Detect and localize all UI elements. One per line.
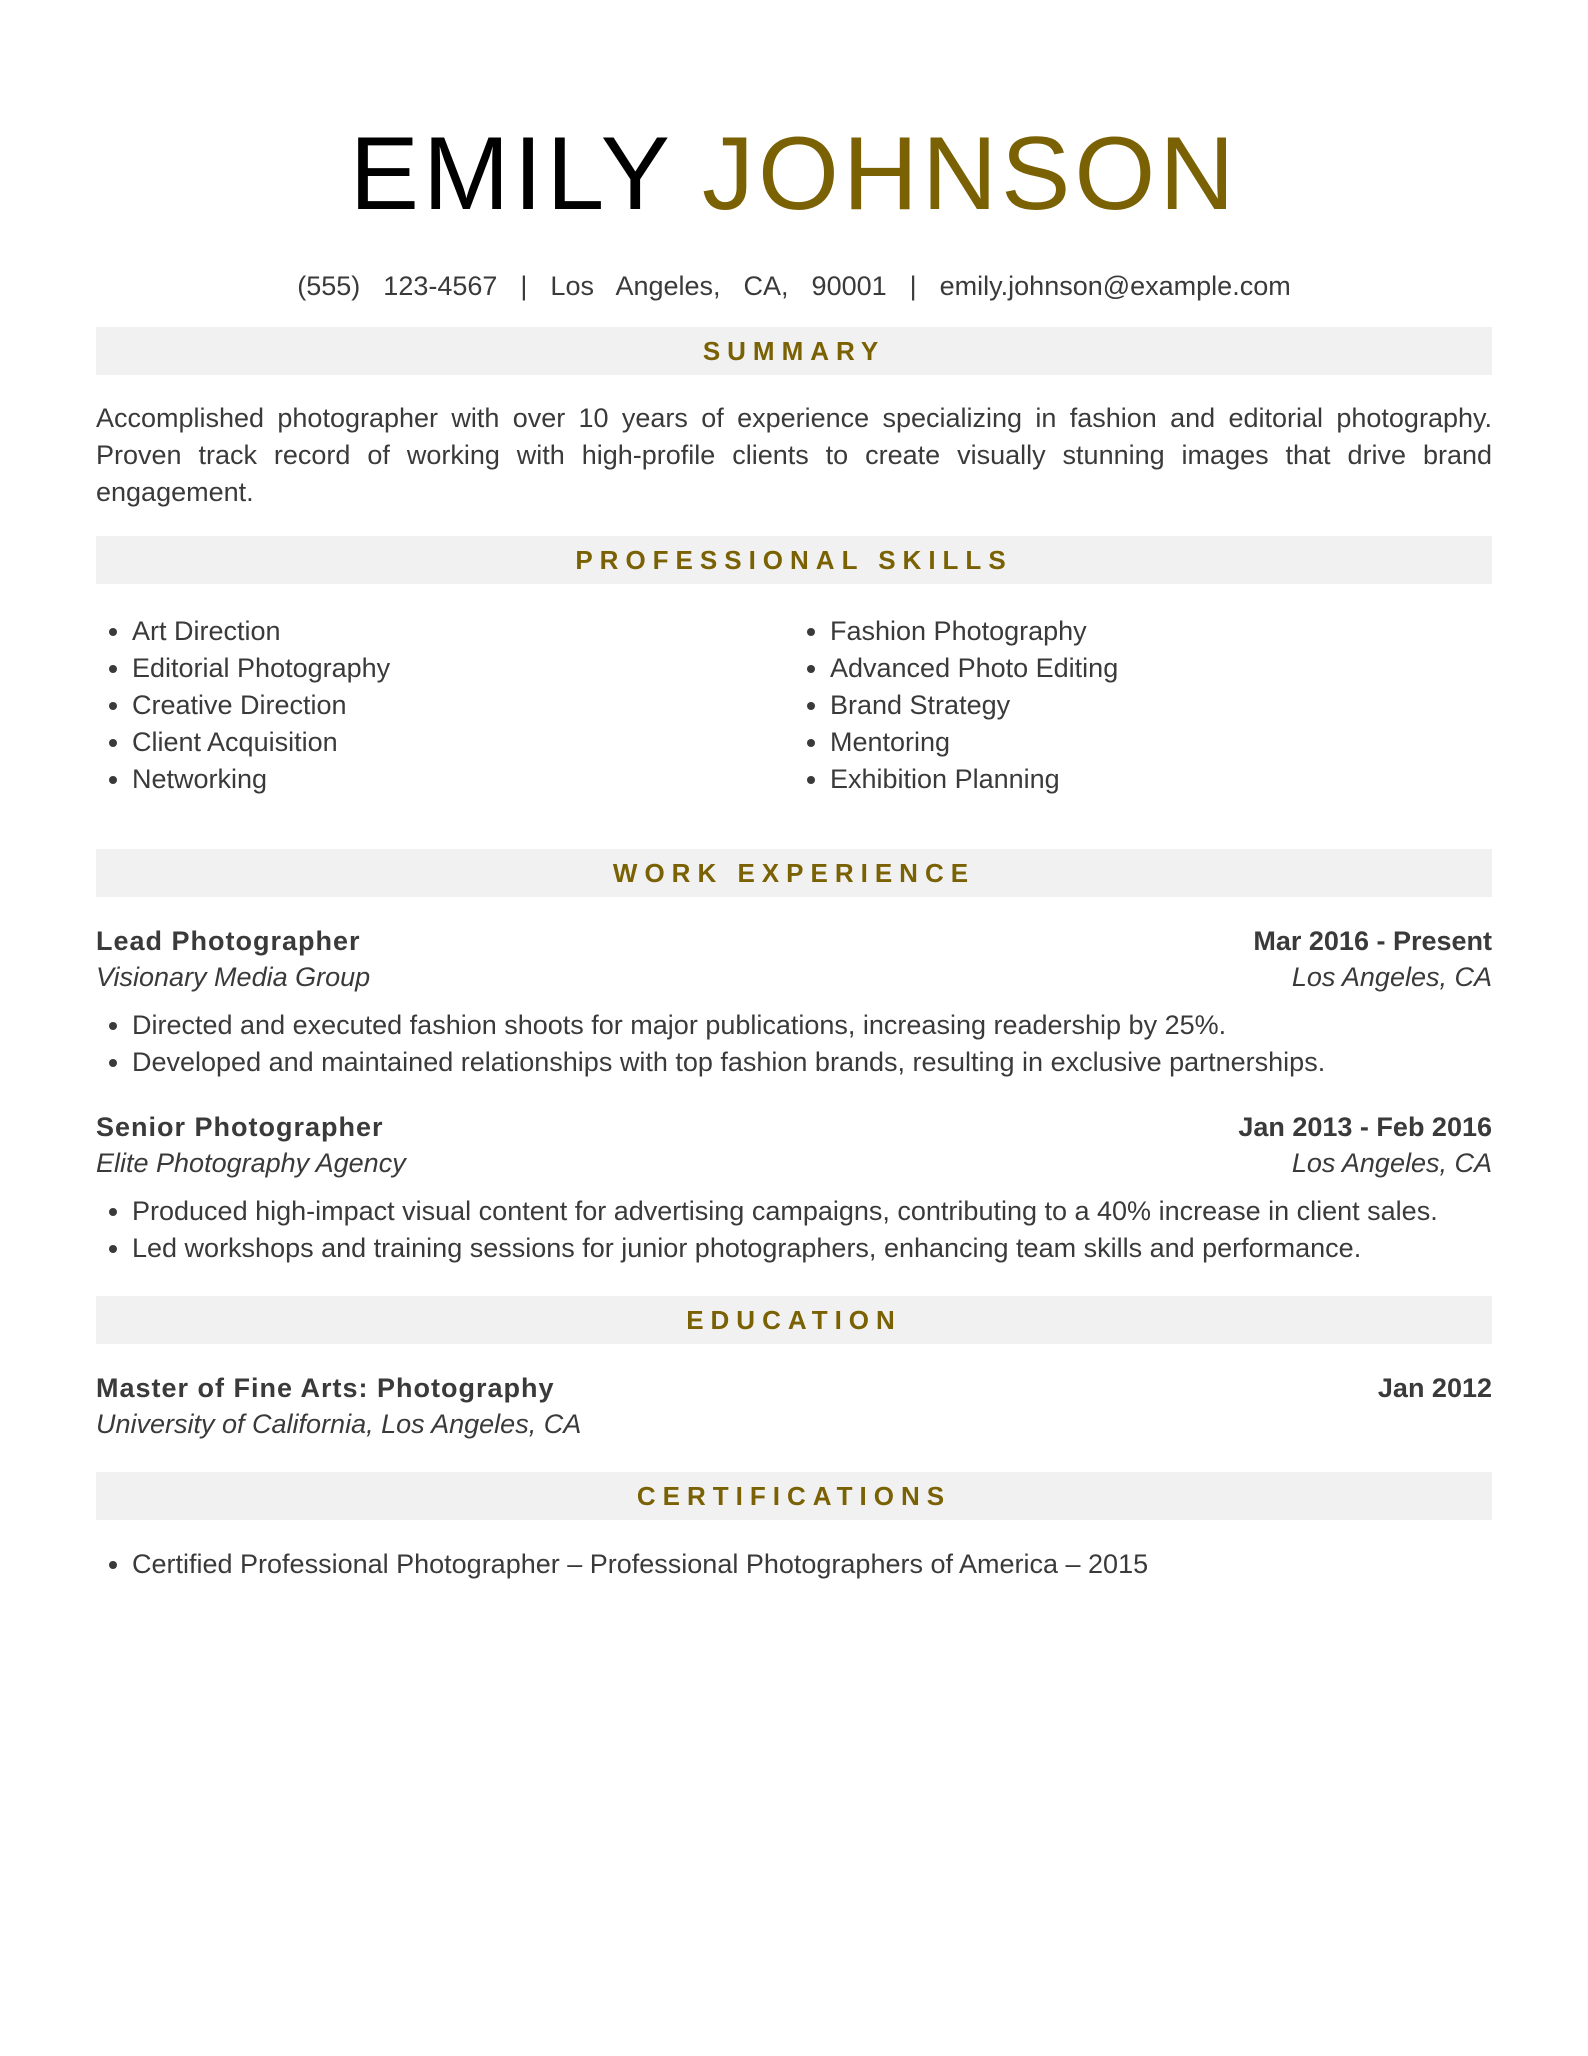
job-title: Senior Photographer <box>96 1112 384 1142</box>
degree: Master of Fine Arts: Photography <box>96 1373 555 1403</box>
first-name: EMILY <box>349 116 674 232</box>
contact-line: (555) 123-4567 | Los Angeles, CA, 90001 | emily.johnson@example.com <box>297 271 1291 301</box>
list-item: • Brand Strategy <box>830 687 1492 724</box>
list-item: • Client Acquisition <box>132 724 794 761</box>
job-dates: Mar 2016 - Present <box>1253 926 1492 956</box>
summary-header: SUMMARY <box>96 327 1492 375</box>
list-item: • Art Direction <box>132 613 794 650</box>
job-location: Los Angeles, CA <box>1291 1148 1492 1178</box>
education-entry <box>96 1370 1492 1443</box>
summary-text: Accomplished photographer with over 10 years of experience specializing in fashion and editorial photography. Proven track record of working with high-profile clients to create visually stunning images that drive brand engagement. <box>96 403 1492 507</box>
last-name: JOHNSON <box>701 116 1239 232</box>
list-item: • Certified Professional Photographer – Professional Photographers of America – 2015 <box>132 1546 1492 1583</box>
job-company: Visionary Media Group <box>96 962 371 992</box>
list-item: • Networking <box>132 761 794 798</box>
list-item: • Produced high-impact visual content for advertising campaigns, contributing to a 40% increase in client sales. <box>132 1193 1492 1230</box>
job-location: Los Angeles, CA <box>1291 962 1492 992</box>
job-dates: Jan 2013 - Feb 2016 <box>1238 1112 1492 1142</box>
job-bullets <box>96 1007 1492 1081</box>
experience-header: WORK EXPERIENCE <box>96 849 1492 897</box>
list-item: • Exhibition Planning <box>830 761 1492 798</box>
list-item: • Led workshops and training sessions for junior photographers, enhancing team skills and performance. <box>132 1230 1492 1267</box>
skills-list <box>96 613 1492 798</box>
list-item: • Mentoring <box>830 724 1492 761</box>
job-entry <box>96 1109 1492 1267</box>
skills-header: PROFESSIONAL SKILLS <box>96 536 1492 584</box>
list-item: • Directed and executed fashion shoots for major publications, increasing readership by 25%. <box>132 1007 1492 1044</box>
job-entry <box>96 923 1492 1081</box>
job-bullets <box>96 1193 1492 1267</box>
certifications-list <box>96 1546 1492 1583</box>
school: University of California, Los Angeles, CA <box>96 1409 582 1439</box>
list-item: • Creative Direction <box>132 687 794 724</box>
list-item: • Developed and maintained relationships with top fashion brands, resulting in exclusive partnerships. <box>132 1044 1492 1081</box>
job-title: Lead Photographer <box>96 926 361 956</box>
list-item: • Advanced Photo Editing <box>830 650 1492 687</box>
certifications-header: CERTIFICATIONS <box>96 1472 1492 1520</box>
list-item: • Editorial Photography <box>132 650 794 687</box>
education-header: EDUCATION <box>96 1296 1492 1344</box>
skills-column-right <box>794 613 1492 798</box>
skills-column-left <box>96 613 794 798</box>
education-date: Jan 2012 <box>1377 1373 1492 1403</box>
list-item: • Fashion Photography <box>830 613 1492 650</box>
candidate-name <box>96 0 1492 232</box>
job-company: Elite Photography Agency <box>96 1148 406 1178</box>
